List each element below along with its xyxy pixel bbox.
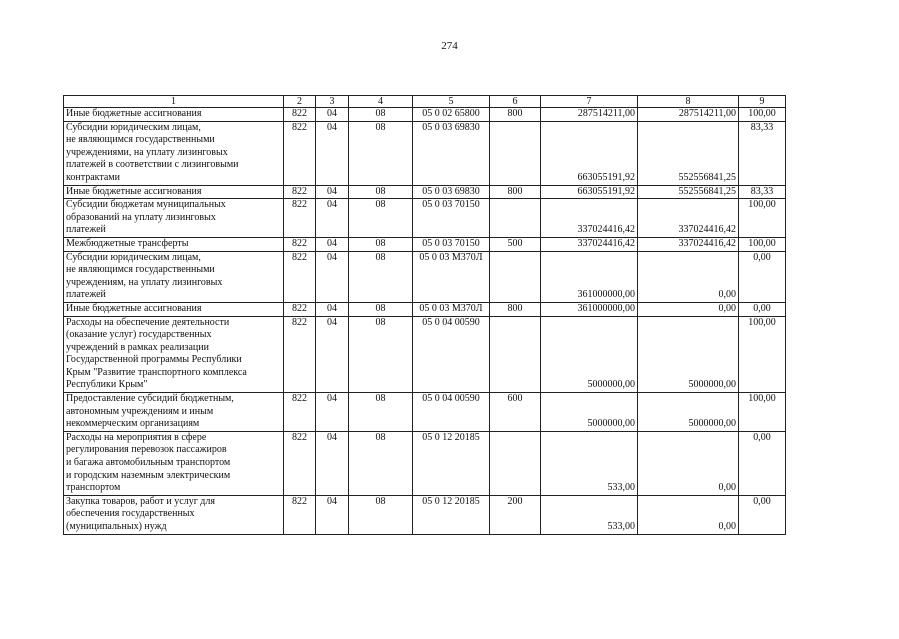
description-cell: Иные бюджетные ассигнования bbox=[64, 185, 284, 199]
subsection-cell: 08 bbox=[349, 316, 413, 393]
execution-percent-cell: 100,00 bbox=[739, 393, 786, 432]
approved-amount-cell: 337024416,42 bbox=[541, 237, 638, 251]
admin-code-cell: 822 bbox=[284, 237, 316, 251]
execution-percent-cell: 0,00 bbox=[739, 495, 786, 534]
description-cell: Расходы на обеспечение деятельности (оказание услуг) государственных учреждений в рамках реализации Государственной программы Республики Крым "Развитие транспортного комплекса Республики Крым" bbox=[64, 316, 284, 393]
header-row bbox=[64, 96, 786, 108]
table-row bbox=[64, 302, 786, 316]
execution-percent-cell: 100,00 bbox=[739, 237, 786, 251]
section-cell: 04 bbox=[316, 431, 349, 495]
executed-amount-cell: 0,00 bbox=[638, 302, 739, 316]
execution-percent-cell: 100,00 bbox=[739, 199, 786, 238]
expense-type-cell: 600 bbox=[490, 393, 541, 432]
executed-amount-cell: 337024416,42 bbox=[638, 237, 739, 251]
executed-amount-cell: 0,00 bbox=[638, 251, 739, 302]
target-item-cell: 05 0 03 70150 bbox=[413, 199, 490, 238]
executed-amount-cell: 287514211,00 bbox=[638, 108, 739, 122]
expense-type-cell: 500 bbox=[490, 237, 541, 251]
admin-code-cell: 822 bbox=[284, 302, 316, 316]
approved-amount-cell: 5000000,00 bbox=[541, 316, 638, 393]
approved-amount-cell: 533,00 bbox=[541, 431, 638, 495]
execution-percent-cell: 0,00 bbox=[739, 251, 786, 302]
section-cell: 04 bbox=[316, 108, 349, 122]
header-cell: 4 bbox=[349, 96, 413, 108]
execution-percent-cell: 0,00 bbox=[739, 431, 786, 495]
section-cell: 04 bbox=[316, 121, 349, 185]
subsection-cell: 08 bbox=[349, 237, 413, 251]
executed-amount-cell: 552556841,25 bbox=[638, 185, 739, 199]
table-row bbox=[64, 393, 786, 432]
section-cell: 04 bbox=[316, 393, 349, 432]
execution-percent-cell: 0,00 bbox=[739, 302, 786, 316]
execution-percent-cell: 100,00 bbox=[739, 316, 786, 393]
page-number: 274 bbox=[441, 40, 458, 52]
target-item-cell: 05 0 03 69830 bbox=[413, 121, 490, 185]
expense-type-cell: 800 bbox=[490, 185, 541, 199]
approved-amount-cell: 287514211,00 bbox=[541, 108, 638, 122]
subsection-cell: 08 bbox=[349, 121, 413, 185]
subsection-cell: 08 bbox=[349, 302, 413, 316]
executed-amount-cell: 0,00 bbox=[638, 495, 739, 534]
target-item-cell: 05 0 12 20185 bbox=[413, 495, 490, 534]
subsection-cell: 08 bbox=[349, 251, 413, 302]
description-cell: Субсидии бюджетам муниципальных образований на уплату лизинговых платежей bbox=[64, 199, 284, 238]
subsection-cell: 08 bbox=[349, 393, 413, 432]
description-cell: Предоставление субсидий бюджетным, автономным учреждениям и иным некоммерческим организациям bbox=[64, 393, 284, 432]
admin-code-cell: 822 bbox=[284, 108, 316, 122]
expense-type-cell: 800 bbox=[490, 302, 541, 316]
approved-amount-cell: 337024416,42 bbox=[541, 199, 638, 238]
target-item-cell: 05 0 04 00590 bbox=[413, 393, 490, 432]
expense-type-cell bbox=[490, 199, 541, 238]
header-cell: 3 bbox=[316, 96, 349, 108]
approved-amount-cell: 5000000,00 bbox=[541, 393, 638, 432]
section-cell: 04 bbox=[316, 316, 349, 393]
approved-amount-cell: 663055191,92 bbox=[541, 121, 638, 185]
admin-code-cell: 822 bbox=[284, 251, 316, 302]
description-cell: Расходы на мероприятия в сфере регулирования перевозок пассажиров и багажа автомобильным транспортом и городским наземным электрическим транспортом bbox=[64, 431, 284, 495]
description-cell: Закупка товаров, работ и услуг для обеспечения государственных (муниципальных) нужд bbox=[64, 495, 284, 534]
approved-amount-cell: 361000000,00 bbox=[541, 302, 638, 316]
subsection-cell: 08 bbox=[349, 108, 413, 122]
section-cell: 04 bbox=[316, 251, 349, 302]
subsection-cell: 08 bbox=[349, 199, 413, 238]
target-item-cell: 05 0 03 М370Л bbox=[413, 251, 490, 302]
target-item-cell: 05 0 03 70150 bbox=[413, 237, 490, 251]
execution-percent-cell: 100,00 bbox=[739, 108, 786, 122]
executed-amount-cell: 5000000,00 bbox=[638, 393, 739, 432]
expense-type-cell bbox=[490, 251, 541, 302]
header-cell: 6 bbox=[490, 96, 541, 108]
expense-type-cell: 800 bbox=[490, 108, 541, 122]
header-cell: 9 bbox=[739, 96, 786, 108]
table-row bbox=[64, 237, 786, 251]
description-cell: Иные бюджетные ассигнования bbox=[64, 302, 284, 316]
section-cell: 04 bbox=[316, 302, 349, 316]
section-cell: 04 bbox=[316, 495, 349, 534]
section-cell: 04 bbox=[316, 199, 349, 238]
approved-amount-cell: 663055191,92 bbox=[541, 185, 638, 199]
header-cell: 5 bbox=[413, 96, 490, 108]
table-row bbox=[64, 185, 786, 199]
executed-amount-cell: 5000000,00 bbox=[638, 316, 739, 393]
target-item-cell: 05 0 03 69830 bbox=[413, 185, 490, 199]
subsection-cell: 08 bbox=[349, 185, 413, 199]
section-cell: 04 bbox=[316, 237, 349, 251]
admin-code-cell: 822 bbox=[284, 431, 316, 495]
admin-code-cell: 822 bbox=[284, 495, 316, 534]
description-cell: Субсидии юридическим лицам, не являющимся государственными учреждениям, на уплату лизинговых платежей bbox=[64, 251, 284, 302]
description-cell: Межбюджетные трансферты bbox=[64, 237, 284, 251]
description-cell: Субсидии юридическим лицам, не являющимся государственными учреждениями, на уплату лизинговых платежей в соответствии с лизинговыми контрактами bbox=[64, 121, 284, 185]
admin-code-cell: 822 bbox=[284, 185, 316, 199]
header-cell: 8 bbox=[638, 96, 739, 108]
admin-code-cell: 822 bbox=[284, 121, 316, 185]
table-row bbox=[64, 199, 786, 238]
execution-percent-cell: 83,33 bbox=[739, 121, 786, 185]
subsection-cell: 08 bbox=[349, 495, 413, 534]
table-row bbox=[64, 108, 786, 122]
table-row bbox=[64, 316, 786, 393]
target-item-cell: 05 0 03 М370Л bbox=[413, 302, 490, 316]
executed-amount-cell: 337024416,42 bbox=[638, 199, 739, 238]
expense-type-cell bbox=[490, 431, 541, 495]
executed-amount-cell: 0,00 bbox=[638, 431, 739, 495]
execution-percent-cell: 83,33 bbox=[739, 185, 786, 199]
approved-amount-cell: 361000000,00 bbox=[541, 251, 638, 302]
header-cell: 2 bbox=[284, 96, 316, 108]
target-item-cell: 05 0 12 20185 bbox=[413, 431, 490, 495]
target-item-cell: 05 0 04 00590 bbox=[413, 316, 490, 393]
target-item-cell: 05 0 02 65800 bbox=[413, 108, 490, 122]
expense-type-cell: 200 bbox=[490, 495, 541, 534]
expense-type-cell bbox=[490, 316, 541, 393]
executed-amount-cell: 552556841,25 bbox=[638, 121, 739, 185]
section-cell: 04 bbox=[316, 185, 349, 199]
table-row bbox=[64, 431, 786, 495]
admin-code-cell: 822 bbox=[284, 393, 316, 432]
table-row bbox=[64, 251, 786, 302]
subsection-cell: 08 bbox=[349, 431, 413, 495]
header-cell: 1 bbox=[64, 96, 284, 108]
expense-type-cell bbox=[490, 121, 541, 185]
table-row bbox=[64, 495, 786, 534]
description-cell: Иные бюджетные ассигнования bbox=[64, 108, 284, 122]
approved-amount-cell: 533,00 bbox=[541, 495, 638, 534]
header-cell: 7 bbox=[541, 96, 638, 108]
admin-code-cell: 822 bbox=[284, 316, 316, 393]
budget-table bbox=[63, 95, 786, 535]
table-row bbox=[64, 121, 786, 185]
admin-code-cell: 822 bbox=[284, 199, 316, 238]
